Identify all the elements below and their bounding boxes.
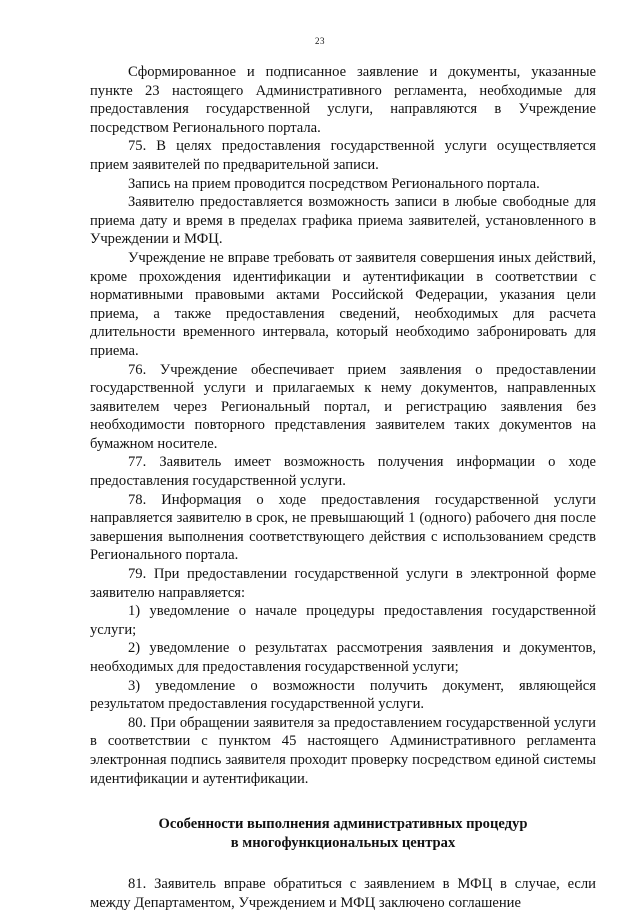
paragraph: 79. При предоставлении государственной услуги в электронной форме заявителю направляется:	[90, 566, 596, 601]
document-body	[90, 63, 596, 913]
paragraph: Заявителю предоставляется возможность записи в любые свободные для приема дату и время в пределах графика приема заявителей, установленного в Учреждении и МФЦ.	[90, 194, 596, 248]
section-heading	[90, 815, 596, 852]
paragraph: 78. Информация о ходе предоставления государственной услуги направляется заявителю в срок, не превышающий 1 (одного) рабочего дня после завершения выполнения соответствующего действия с использованием средств Регионального портала.	[90, 491, 596, 564]
paragraph: Запись на прием проводится посредством Регионального портала.	[128, 175, 540, 192]
section-heading-line: в многофункциональных центрах	[230, 834, 456, 851]
paragraph: 80. При обращении заявителя за предоставлением государственной услуги в соответствии с пунктом 45 настоящего Административного регламента электронная подпись заявителя проходит проверку посредством единой системы идентификации и аутентификации.	[90, 714, 596, 787]
section-heading-line: Особенности выполнения административных процедур	[158, 816, 528, 833]
list-item: 2) уведомление о результатах рассмотрения заявления и документов, необходимых для предоставления государственной услуги;	[90, 640, 596, 675]
paragraph: 75. В целях предоставления государственной услуги осуществляется прием заявителей по предварительной записи.	[90, 138, 596, 173]
paragraph: 77. Заявитель имеет возможность получения информации о ходе предоставления государственной услуги.	[90, 454, 596, 490]
paragraph: Учреждение не вправе требовать от заявителя совершения иных действий, кроме прохождения идентификации и аутентификации в соответствии с нормативными правовыми актами Российской Федерации, указания цели приема, а также предоставления сведений, необходимых для расчета длительности временного интервала, который необходимо забронировать для приема.	[90, 249, 596, 359]
paragraph: 76. Учреждение обеспечивает прием заявления о предоставлении государственной услуги и прилагаемых к нему документов, направленных заявителем через Региональный портал, и регистрацию заявления без необходимости повторного представления заявителем таких документов на бумажном носителе.	[90, 361, 596, 452]
list-item: 3) уведомление о возможности получить документ, являющейся результатом предоставления государственной услуги.	[90, 677, 596, 713]
page-number: 23	[315, 36, 325, 46]
paragraph: Сформированное и подписанное заявление и документы, указанные пункте 23 настоящего Административного регламента, необходимые для предоставления государственной услуги, направляются в Учреждение посредством Регионального портала.	[90, 64, 596, 136]
paragraph: 81. Заявитель вправе обратиться с заявлением в МФЦ в случае, если между Департаментом, Учреждением и МФЦ заключено соглашение	[90, 876, 596, 911]
list-item: 1) уведомление о начале процедуры предоставления государственной услуги;	[90, 603, 596, 638]
